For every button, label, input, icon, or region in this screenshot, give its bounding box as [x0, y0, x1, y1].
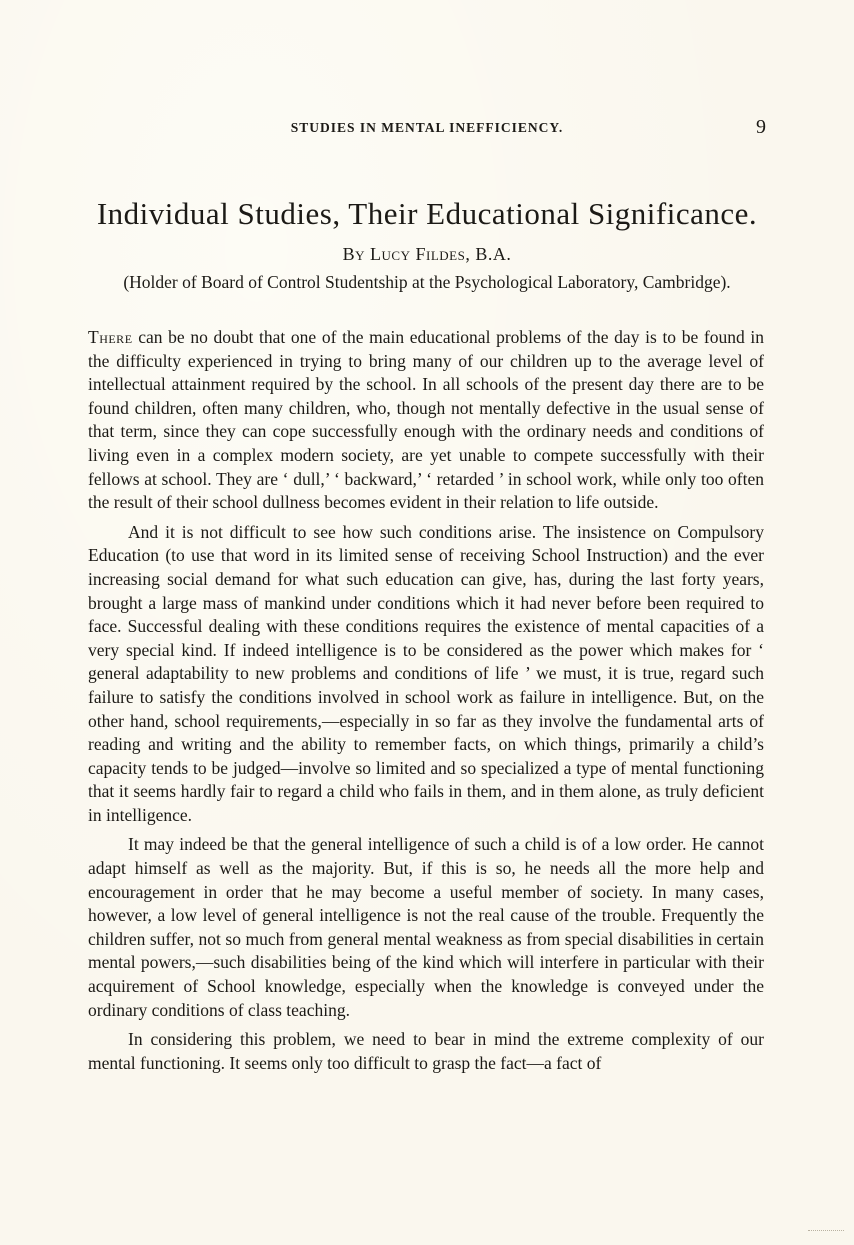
- paragraph: [88, 1028, 764, 1075]
- paragraph: [88, 326, 764, 515]
- affiliation: (Holder of Board of Control Studentship at the Psychological Laboratory, Cambridge).: [123, 272, 731, 292]
- paragraph: [88, 521, 764, 828]
- paragraph: [88, 833, 764, 1022]
- paragraph-text: In considering this problem, we need to bear in mind the extreme complexity of our mental functioning. It seems only too difficult to grasp the fact—a fact of: [88, 1029, 764, 1073]
- paragraph-text: And it is not difficult to see how such conditions arise. The insistence on Compulsory Education (to use that word in its limited sense of receiving School Instruction) and the ever increasing social demand for what such education can give, has, during the last forty years, brought a large mass of mankind under conditions which it had never before been required to face. Successful dealing with these conditions requires the existence of mental capacities of a very special kind. If indeed intelligence is to be considered as the power which makes for ‘ general adaptability to new problems and conditions of life ’ we must, it is true, regard such failure to satisfy the conditions involved in school work as failure in intelligence. But, on the other hand, school requirements,—especially in so far as they involve the fundamental arts of reading and writing and the ability to remember facts, on which things, primarily a child’s capacity tends to be judged—involve so limited and so specialized a type of mental functioning that it seems hardly fair to regard a child who fails in them, and in them alone, as truly deficient in intelligence.: [88, 521, 764, 825]
- byline: [88, 244, 766, 265]
- paragraph-lead-word: There: [88, 327, 133, 347]
- paragraph-text: can be no doubt that one of the main educational problems of the day is to be found in the difficulty experienced in trying to bring many of our children up to the average level of intellectual attainment required by the school. In all schools of the present day there are to be found children, often many children, who, though not mentally defective in the usual sense of that term, since they can cope successfully enough with the ordinary needs and conditions of living even in a complex modern society, are yet unable to compete successfully with their fellows at school. They are ‘ dull,’ ‘ backward,’ ‘ retarded ’ in school work, while only too often the result of their school dullness becomes evident in their relation to life outside.: [88, 327, 764, 513]
- paragraph-text: It may indeed be that the general intelligence of such a child is of a low order. He cannot adapt himself as well as the majority. But, if this is so, he needs all the more help and encouragement in order that he may become a useful member of society. In many cases, however, a low level of general intelligence is not the real cause of the trouble. Frequently the children suffer, not so much from general mental weakness as from special disabilities in certain mental powers,—such disabilities being of the kind which will interfere in particular with their acquirement of School knowledge, especially when the knowledge is conveyed under the ordinary conditions of class teaching.: [88, 834, 764, 1020]
- running-title: STUDIES IN MENTAL INEFFICIENCY.: [290, 120, 564, 135]
- article-title: Individual Studies, Their Educational Significance.: [96, 196, 758, 231]
- page-number: 9: [756, 116, 766, 138]
- article-body: [88, 326, 764, 1081]
- byline-text: By Lucy Fildes, B.A.: [342, 244, 512, 264]
- scan-artifact: [808, 1222, 844, 1231]
- running-head: [88, 116, 766, 138]
